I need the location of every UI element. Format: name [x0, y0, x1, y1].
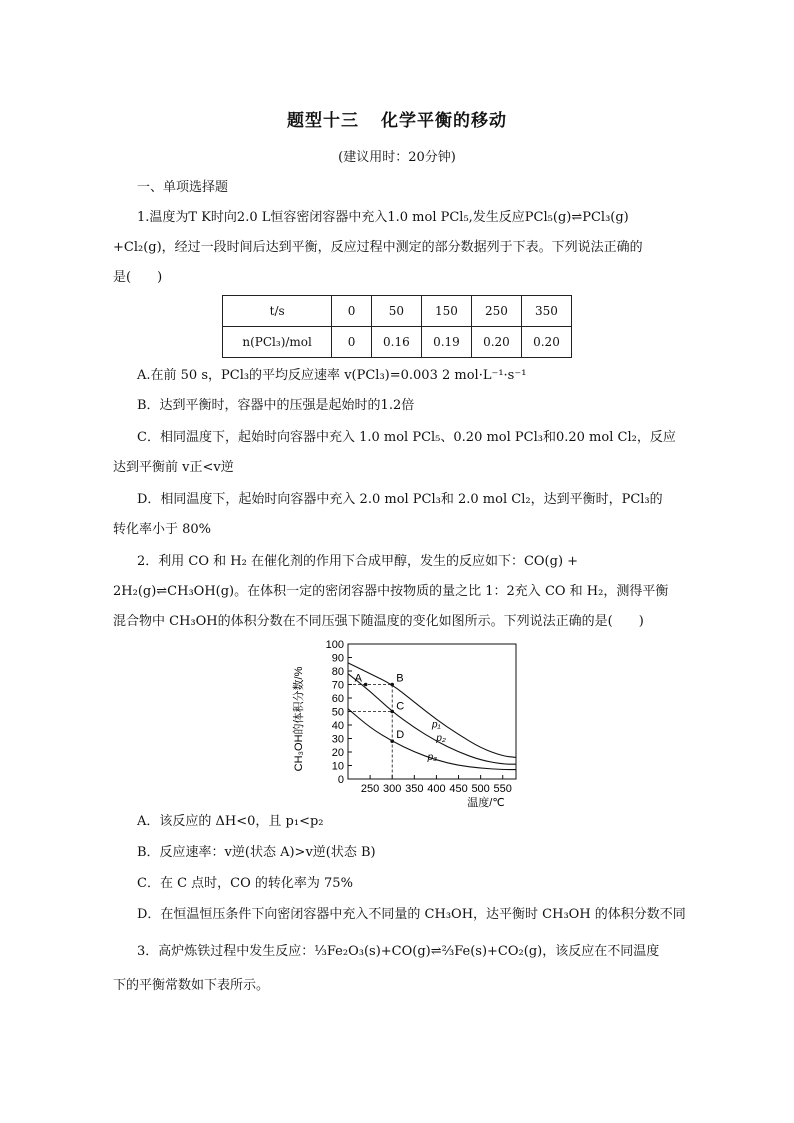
- q1-option-c-line2: 达到平衡前 v正<v逆: [113, 460, 234, 475]
- title-part2: 化学平衡的移动: [381, 111, 507, 131]
- table-cell: 0: [332, 327, 372, 358]
- q2-option-a: A．该反应的 ΔH<0，且 p₁<p₂: [137, 814, 324, 829]
- q1-option-d-line1: D．相同温度下，起始时向容器中充入 2.0 mol PCl₃和 2.0 mol Cl₂，达到平衡时，PCl₃的: [137, 492, 663, 507]
- x-tick-label: 350: [405, 783, 424, 795]
- table-cell: 0.16: [371, 327, 421, 358]
- y-tick-label: 70: [331, 679, 344, 692]
- q2-line3: 混合物中 CH₃OH的体积分数在不同压强下随温度的变化如图所示。下列说法正确的是( ): [113, 614, 644, 629]
- point-label-d: D: [396, 729, 405, 742]
- page-title: [0, 106, 794, 131]
- q1-option-a: A.在前 50 s，PCl₃的平均反应速率 v(PCl₃)=0.003 2 mol·L⁻¹·s⁻¹: [137, 368, 527, 383]
- point-label-b: B: [396, 672, 404, 685]
- y-tick-label: 90: [331, 652, 344, 665]
- y-tick-label: 0: [337, 774, 344, 786]
- x-tick-label: 300: [383, 783, 402, 795]
- y-tick-label: 50: [331, 706, 344, 719]
- y-tick-label: 30: [331, 733, 344, 746]
- q2-option-c: C．在 C 点时，CO 的转化率为 75%: [137, 876, 353, 891]
- chart-series: [348, 663, 516, 770]
- x-axis-label: 温度/℃: [467, 797, 505, 809]
- table-cell: 0.20: [521, 327, 571, 358]
- section-heading: 一、单项选择题: [137, 180, 229, 195]
- q1-option-c-line1: C．相同温度下，起始时向容器中充入 1.0 mol PCl₅、0.20 mol PCl₃和0.20 mol Cl₂，反应: [137, 430, 676, 445]
- q1-option-d-line2: 转化率小于 80%: [113, 522, 212, 537]
- chart-guide-lines: [348, 685, 392, 780]
- table-row: [223, 327, 572, 358]
- methanol-fraction-chart: [290, 634, 530, 812]
- q2-option-d: D．在恒温恒压条件下向密闭容器中充入不同量的 CH₃OH，达平衡时 CH₃OH 的体积分数不同: [137, 907, 686, 922]
- q2-option-b: B．反应速率：v逆(状态 A)>v逆(状态 B): [137, 845, 376, 860]
- x-tick-label: 450: [449, 783, 468, 795]
- q3-line2: 下的平衡常数如下表所示。: [113, 978, 270, 993]
- y-tick-label: 40: [331, 720, 344, 732]
- table-cell: 0.19: [421, 327, 471, 358]
- series-label-1: p₁: [432, 719, 441, 731]
- y-axis-label: CH₃OH的体积分数/%: [293, 666, 305, 772]
- point-d: [390, 739, 394, 743]
- table-cell: 50: [371, 296, 421, 327]
- x-tick-label: 400: [427, 783, 446, 795]
- table-cell: t/s: [223, 296, 332, 327]
- q2-line2: 2H₂(g)⇌CH₃OH(g)。在体积一定的密闭容器中按物质的量之比 1：2充入 CO 和 H₂，测得平衡: [113, 584, 669, 599]
- series-label-2: p₂: [436, 733, 446, 745]
- chart-points: [355, 673, 405, 744]
- q3-line1: 3．高炉炼铁过程中发生反应：⅓Fe₂O₃(s)+CO(g)⇌⅔Fe(s)+CO₂(g)，该反应在不同温度: [137, 944, 660, 959]
- y-tick-label: 10: [331, 760, 344, 773]
- q2-line1: 2．利用 CO 和 H₂ 在催化剂的作用下合成甲醇，发生的反应如下：CO(g) +: [137, 554, 579, 569]
- y-tick-label: 20: [331, 747, 344, 759]
- table-row: [223, 296, 572, 327]
- series-label-3: p₃: [427, 752, 438, 764]
- table-cell: 150: [421, 296, 471, 327]
- x-tick-label: 250: [360, 783, 380, 795]
- y-tick-label: 100: [325, 639, 344, 651]
- table-cell: 250: [471, 296, 521, 327]
- point-label-a: A: [354, 672, 363, 685]
- x-tick-label: 550: [493, 783, 512, 795]
- point-label-c: C: [396, 700, 405, 713]
- y-tick-label: 60: [331, 693, 344, 705]
- q1-line2: +Cl₂(g)，经过一段时间后达到平衡，反应过程中测定的部分数据列于下表。下列说法正确的: [113, 240, 643, 255]
- q1-line3: 是( ): [113, 270, 163, 285]
- x-tick-label: 500: [471, 783, 490, 795]
- subtitle: (建议用时：20分钟): [338, 150, 456, 165]
- point-c: [390, 710, 394, 714]
- point-a: [364, 683, 368, 687]
- title-part1: 题型十三: [287, 111, 359, 131]
- table-cell: 0: [332, 296, 372, 327]
- table-cell: n(PCl₃)/mol: [223, 327, 332, 358]
- q1-line1: 1.温度为T K时向2.0 L恒容密闭容器中充入1.0 mol PCl₅,发生反应PCl₅(g)⇌PCl₃(g): [137, 210, 629, 225]
- series-line-1: [348, 663, 516, 758]
- q1-option-b: B．达到平衡时，容器中的压强是起始时的1.2倍: [137, 398, 415, 413]
- chart-ticks: [326, 639, 512, 795]
- point-b: [390, 683, 394, 687]
- table-cell: 350: [521, 296, 571, 327]
- y-tick-label: 80: [331, 666, 344, 678]
- table-cell: 0.20: [471, 327, 521, 358]
- q1-data-table: [222, 295, 572, 358]
